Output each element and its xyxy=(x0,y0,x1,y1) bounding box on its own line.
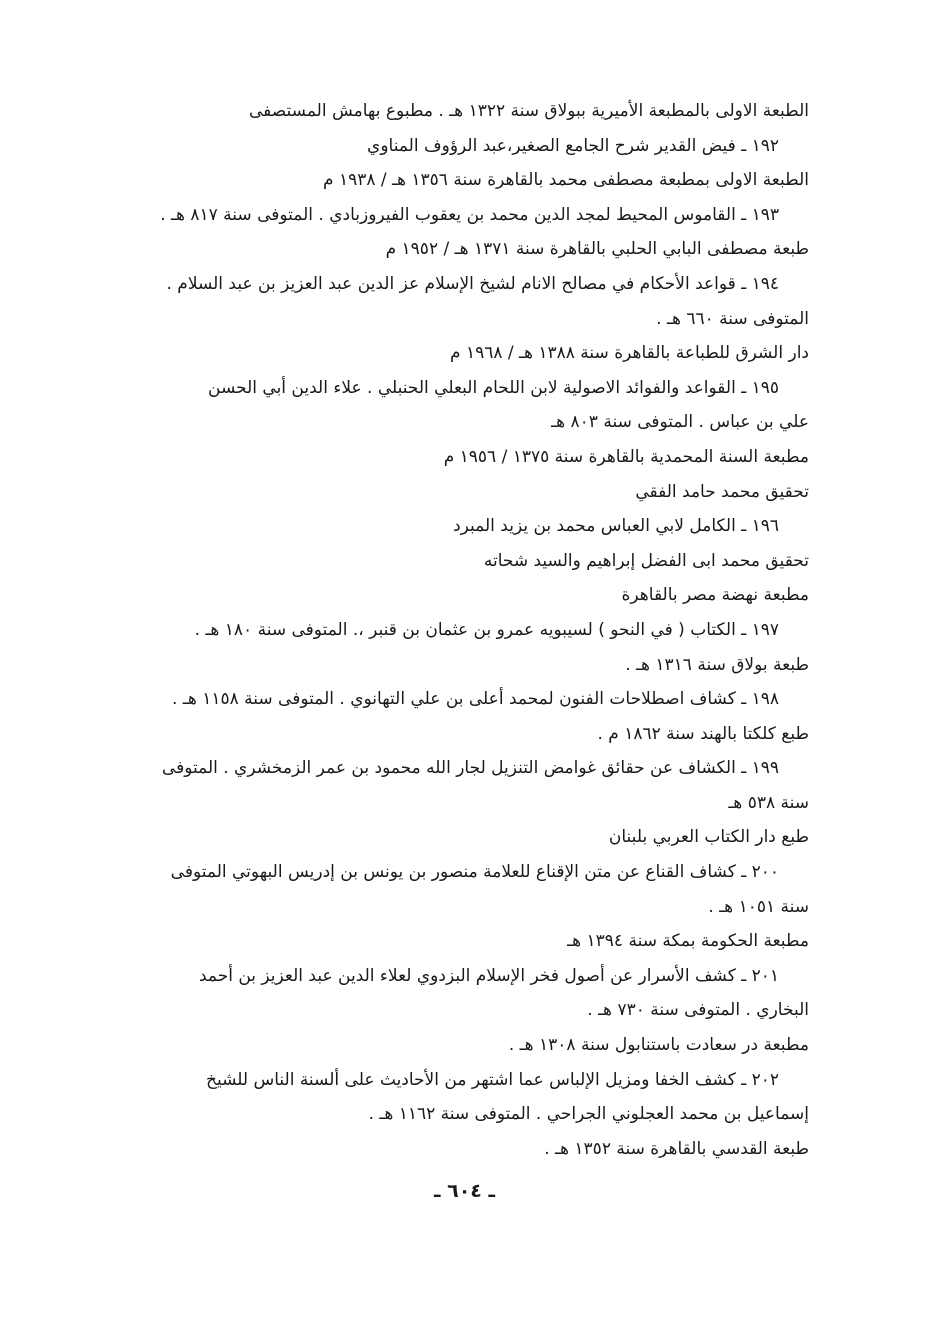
text-line: طبعة بولاق سنة ١٣١٦ هـ . xyxy=(625,654,809,675)
text-line: ٢٠٠ ـ كشاف القناع عن متن الإقناع للعلامة منصور بن يونس بن إدريس البهوتي المتوفى xyxy=(170,862,779,883)
text-line: ١٩٣ ـ القاموس المحيط لمجد الدين محمد بن يعقوب الفيروزبادي . المتوفى سنة ٨١٧ هـ . xyxy=(160,204,779,225)
page-number: ـ ٦٠٤ ـ xyxy=(433,1180,495,1202)
text-line: علي بن عباس . المتوفى سنة ٨٠٣ هـ xyxy=(551,412,809,433)
text-line: سنة ١٠٥١ هـ . xyxy=(708,896,809,917)
text-line: الطبعة الاولى بمطبعة مصطفى محمد بالقاهرة سنة ١٣٥٦ هـ / ١٩٣٨ م xyxy=(323,170,809,191)
text-line: إسماعيل بن محمد العجلوني الجراحي . المتوفى سنة ١١٦٢ هـ . xyxy=(368,1104,809,1125)
text-line: ٢٠١ ـ كشف الأسرار عن أصول فخر الإسلام البزدوي لعلاء الدين عبد العزيز بن أحمد xyxy=(198,965,779,986)
text-line: ١٩٩ ـ الكشاف عن حقائق غوامض التنزيل لجار الله محمود بن عمر الزمخشري . المتوفى xyxy=(161,758,779,779)
text-line: تحقيق محمد حامد الفقي xyxy=(635,481,809,502)
text-line: البخاري . المتوفى سنة ٧٣٠ هـ . xyxy=(587,1000,809,1021)
text-line: ١٩٨ ـ كشاف اصطلاحات الفنون لمحمد أعلى بن علي التهانوي . المتوفى سنة ١١٥٨ هـ . xyxy=(172,689,779,710)
text-line: سنة ٥٣٨ هـ xyxy=(728,792,809,813)
text-line: تحقيق محمد ابى الفضل إبراهيم والسيد شحاته xyxy=(483,550,809,571)
text-line: المتوفى سنة ٦٦٠ هـ . xyxy=(656,308,809,329)
text-line: مطبعة نهضة مصر بالقاهرة xyxy=(621,585,809,606)
text-line: الطبعة الاولى بالمطبعة الأميرية ببولاق سنة ١٣٢٢ هـ . مطبوع بهامش المستصفى xyxy=(249,101,809,121)
text-line: طبعة القدسي بالقاهرة سنة ١٣٥٢ هـ . xyxy=(544,1138,809,1159)
text-line: طبع دار الكتاب العربي بلبنان xyxy=(608,827,809,848)
text-line: ١٩٧ ـ الكتاب ( في النحو ) لسيبويه عمرو بن عثمان بن قنبر ،. المتوفى سنة ١٨٠ هـ . xyxy=(194,619,779,640)
text-line: مطبعة الحكومة بمكة سنة ١٣٩٤ هـ xyxy=(567,931,809,952)
text-line: مطبعة السنة المحمدية بالقاهرة سنة ١٣٧٥ / ١٩٥٦ م xyxy=(443,446,809,467)
text-line: ١٩٤ ـ قواعد الأحكام في مصالح الانام لشيخ الإسلام عز الدين عبد العزيز بن عبد السلام . xyxy=(166,273,779,294)
text-line: طبع كلكتا بالهند سنة ١٨٦٢ م . xyxy=(597,723,809,744)
text-line: مطبعة در سعادت باستنابول سنة ١٣٠٨ هـ . xyxy=(508,1035,809,1056)
text-line: طبعة مصطفى البابي الحلبي بالقاهرة سنة ١٣٧١ هـ / ١٩٥٢ م xyxy=(385,239,809,260)
text-line: ١٩٦ ـ الكامل لابي العباس محمد بن يزيد المبرد xyxy=(453,516,779,537)
text-line: ٢٠٢ ـ كشف الخفا ومزيل الإلباس عما اشتهر من الأحاديث على ألسنة الناس للشيخ xyxy=(205,1069,779,1090)
text-line: دار الشرق للطباعة بالقاهرة سنة ١٣٨٨ هـ / ١٩٦٨ م xyxy=(450,343,809,364)
text-line: ١٩٢ ـ فيض القدير شرح الجامع الصغير،عبد الرؤوف المناوي xyxy=(367,135,779,156)
text-line: ١٩٥ ـ القواعد والفوائد الاصولية لابن اللحام البعلي الحنبلي . علاء الدين أبي الحسن xyxy=(208,377,779,398)
bibliography-text xyxy=(109,94,809,1166)
